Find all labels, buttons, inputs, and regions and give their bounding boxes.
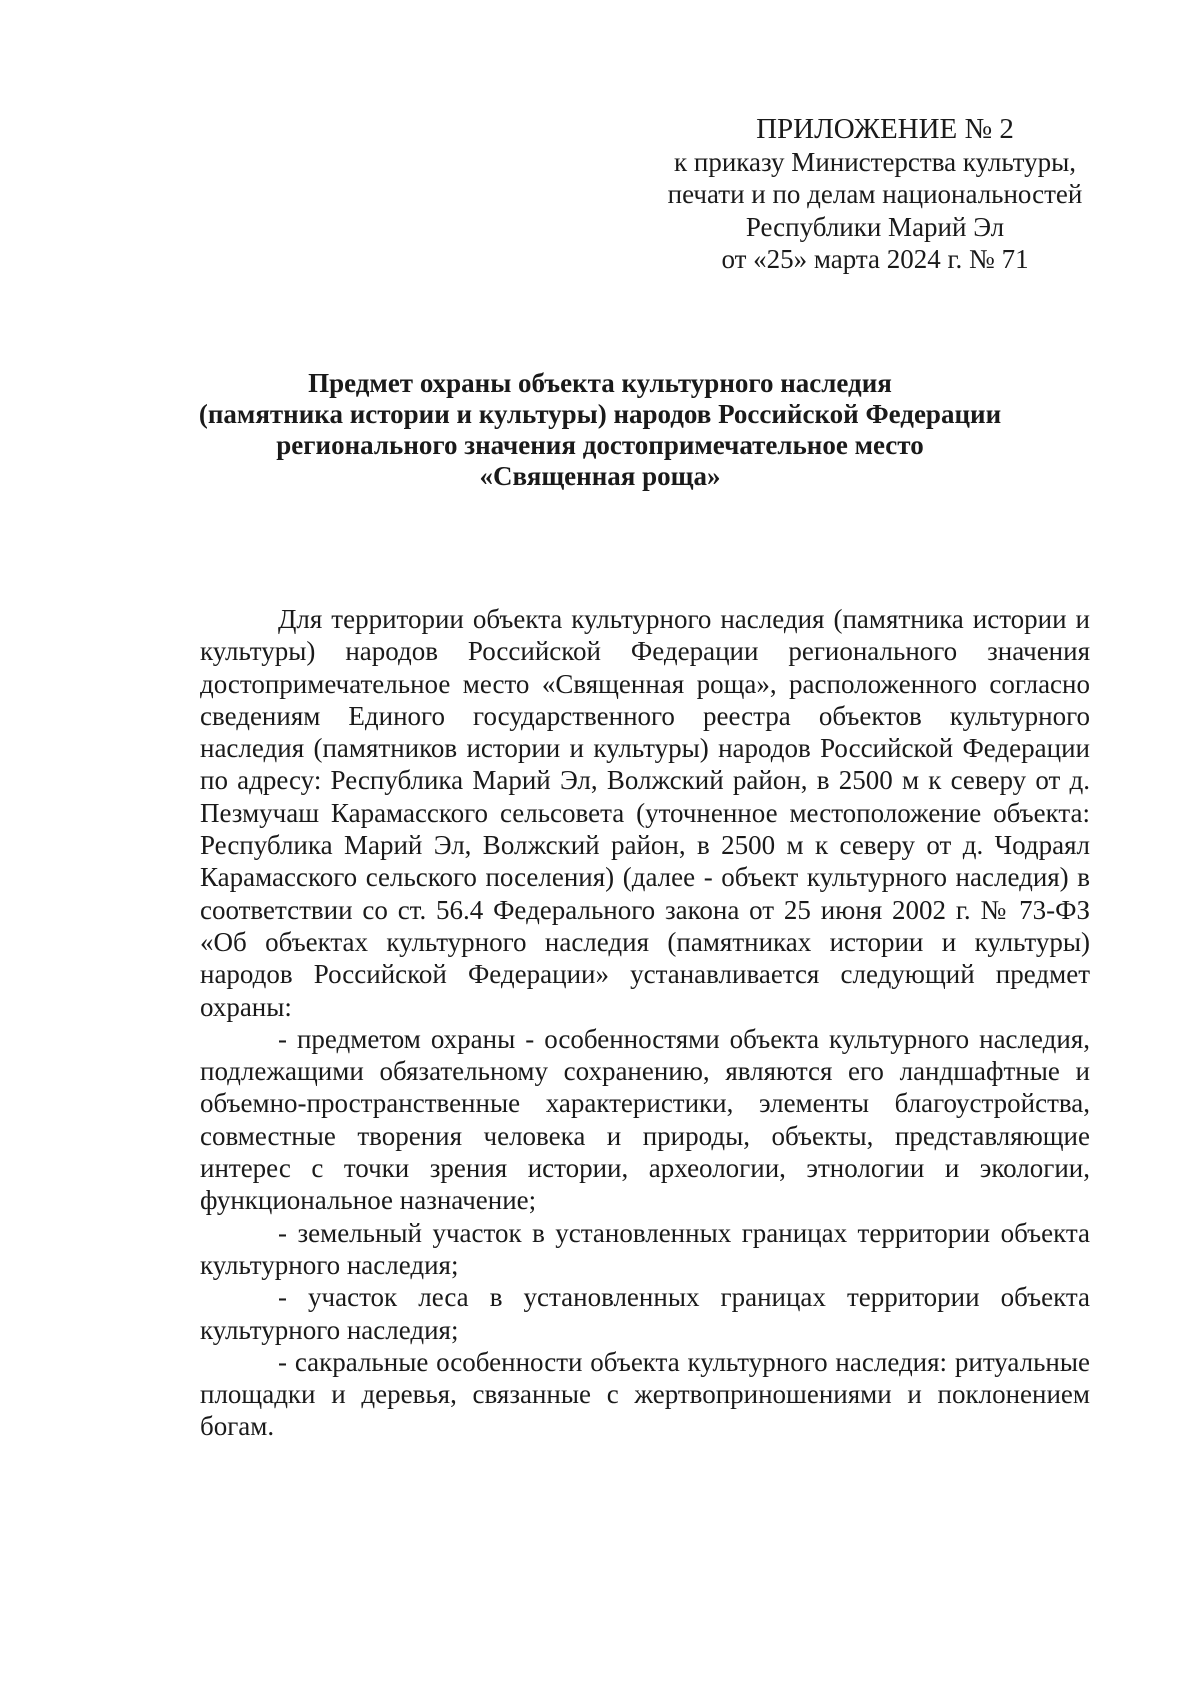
intro-paragraph: Для территории объекта культурного наследия (памятника истории и культуры) народов Российской Федерации регионального значения достопримечательное место «Священная роща», расположенного согласно сведениям Единого государственного реестра объектов культурного наследия (памятников истории и культуры) народов Российской Федерации по адресу: Республика Марий Эл, Волжский район, в 2500 м к северу от д. Пезмучаш Карамасского сельсовета (уточненное местоположение объекта: Республика Марий Эл, Волжский район, в 2500 м к северу от д. Чодраял Карамасского сельского поселения) (далее - объект культурного наследия) в соответствии со ст. 56.4 Федерального закона от 25 июня 2002 г. № 73-ФЗ «Об объектах культурного наследия (памятниках истории и культуры) народов Российской Федерации» устанавливается следующий предмет охраны: <box>200 604 1090 1022</box>
title-line: Предмет охраны объекта культурного наследия <box>308 368 892 398</box>
protection-item: - участок леса в установленных границах территории объекта культурного наследия; <box>200 1282 1090 1345</box>
appendix-line: к приказу Министерства культуры, <box>674 146 1076 177</box>
document-body <box>200 603 1090 1443</box>
title-line: (памятника истории и культуры) народов Российской Федерации <box>198 399 1002 429</box>
protection-item: - сакральные особенности объекта культурного наследия: ритуальные площадки и деревья, связанные с жертвоприношениями и поклонением богам. <box>200 1346 1090 1442</box>
appendix-block <box>640 113 1110 276</box>
appendix-heading: ПРИЛОЖЕНИЕ № 2 <box>756 113 1014 145</box>
appendix-line: печати и по делам национальностей <box>667 179 1083 209</box>
protection-item: - земельный участок в установленных границах территории объекта культурного наследия; <box>200 1217 1090 1280</box>
appendix-line: Республики Марий Эл <box>745 211 1005 242</box>
title-line: «Священная роща» <box>479 461 721 491</box>
title-line: регионального значения достопримечательное место <box>276 430 924 460</box>
protection-item: - предметом охраны - особенностями объекта культурного наследия, подлежащими обязательному сохранению, являются его ландшафтные и объемно-пространственные характеристики, элементы благоустройства, совместные творения человека и природы, объекты, представляющие интерес с точки зрения истории, археологии, этнологии и экологии, функциональное назначение; <box>200 1023 1090 1216</box>
appendix-line: от «25» марта 2024 г. № 71 <box>721 244 1029 274</box>
document-title <box>180 368 1020 492</box>
